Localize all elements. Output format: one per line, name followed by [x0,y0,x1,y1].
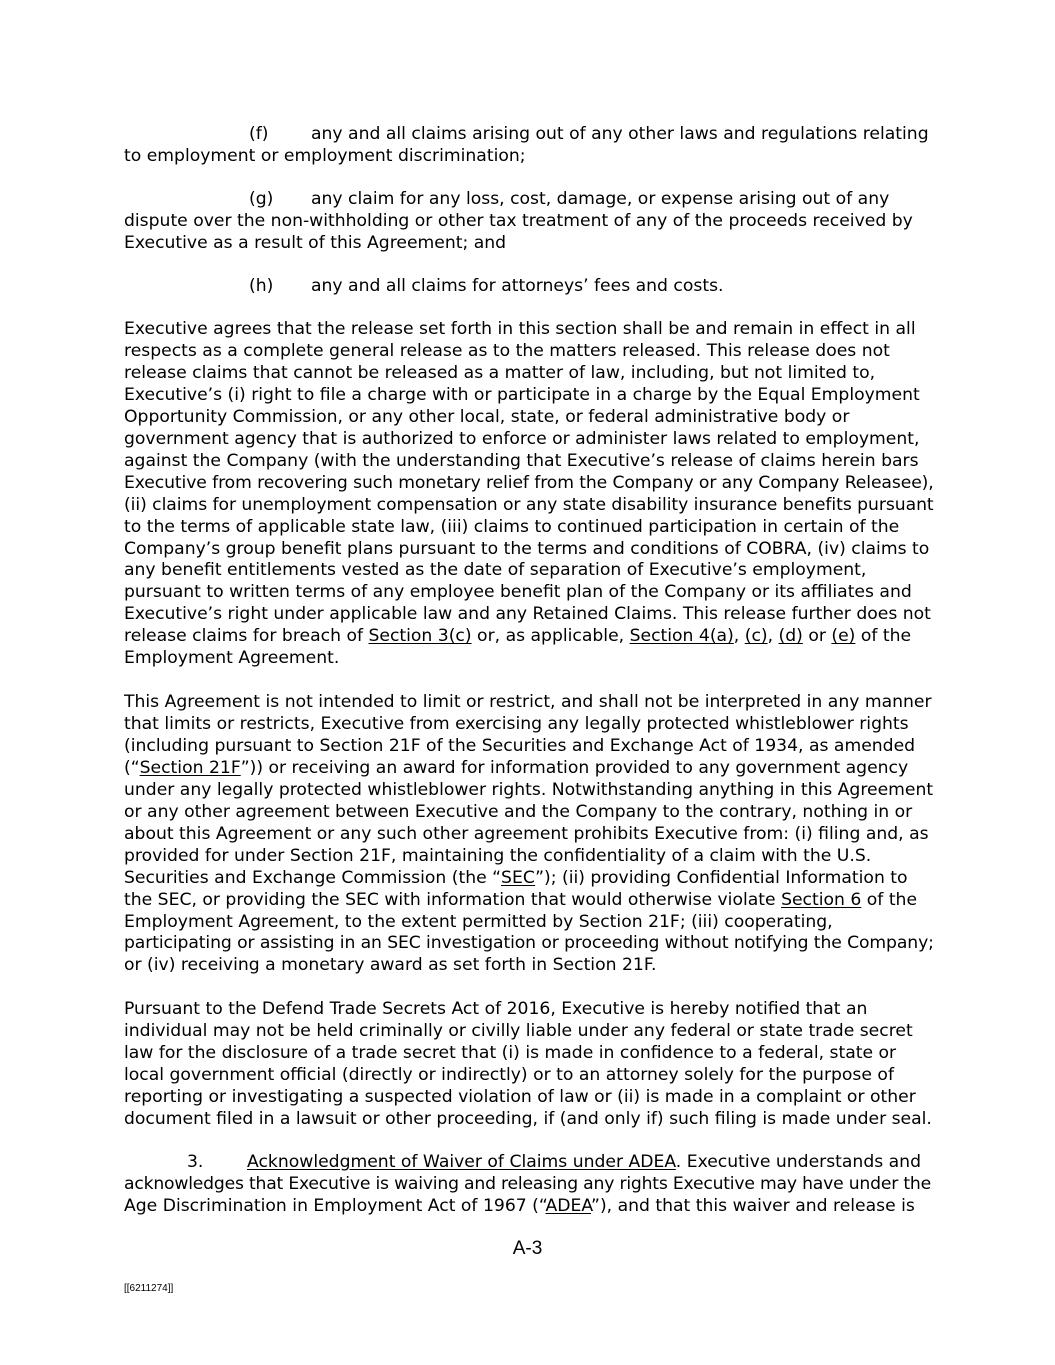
paragraph-line: Employment Agreement, to the extent permitted by Section 21F; (iii) cooperating, [124,911,833,932]
clause-f-line-1: (f) any and all claims arising out of any other laws and regulations relating [249,124,929,144]
paragraph-line: to the terms of applicable state law, (iii) claims to continued participation in certain of the [124,516,900,537]
paragraph-line: or (iv) receiving a monetary award as set forth in Section 21F. [124,955,657,976]
section-3-number: 3. [187,1152,204,1172]
paragraph-line: Securities and Exchange Commission (the “SEC”); (ii) providing Confidential Information to [124,867,908,888]
defined-term-section-21f: Section 21F [139,757,241,778]
section-4e-ref: (e) [831,626,856,647]
section-3 [124,1152,934,1218]
paragraph-line: (ii) claims for unemployment compensation or any state disability insurance benefits pursuant [124,494,934,515]
paragraph-line: law for the disclosure of a trade secret that (i) is made in confidence to a federal, state or [124,1042,897,1063]
paragraph-line: release claims that cannot be released as a matter of law, including, but not limited to, [124,362,876,383]
paragraph-line: Executive’s right under applicable law and any Retained Claims. This release further does not [124,604,931,625]
clause-h-line-1: (h) any and all claims for attorneys’ fees and costs. [249,276,724,296]
paragraph-line: Opportunity Commission, or any other local, state, or federal administrative body or [124,406,850,427]
paragraph-line: Company’s group benefit plans pursuant to the terms and conditions of COBRA, (iv) claims to [124,538,930,559]
paragraph-line: Executive agrees that the release set forth in this section shall be and remain in effect in all [124,319,916,339]
section-6-ref: Section 6 [781,889,862,910]
clause-h [124,276,934,298]
paragraph-line: individual may not be held criminally or civilly liable under any federal or state trade secret [124,1020,913,1041]
document-id: [[6211274]] [124,1283,174,1294]
section-3-heading: Acknowledgment of Waiver of Claims under ADEA [247,1152,676,1172]
clause-f-label: (f) [249,124,269,144]
section-4c-ref: (c) [744,626,768,647]
paragraph-line: respects as a complete general release as to the matters released. This release does not [124,340,890,361]
paragraph-line: against the Company (with the understanding that Executive’s release of claims herein bars [124,450,919,471]
section-3-heading-line: 3. Acknowledgment of Waiver of Claims under ADEA. Executive understands and [187,1152,921,1172]
paragraph-line: under any legally protected whistleblower rights. Notwithstanding anything in this Agreement [124,779,934,800]
clause-g-label: (g) [249,189,274,209]
paragraph-line: This Agreement is not intended to limit or restrict, and shall not be interpreted in any manner [124,692,932,712]
page-number: A-3 [512,1238,543,1259]
clause-f [124,124,934,168]
paragraph-line: reporting or investigating a suspected violation of law or (ii) is made in a complaint or other [124,1086,916,1107]
paragraph-line: release claims for breach of Section 3(c) or, as applicable, Section 4(a), (c), (d) or (e) of the [124,626,912,647]
release-paragraph [124,319,934,670]
paragraph-line: local government official (directly or indirectly) or to an attorney solely for the purpose of [124,1064,894,1085]
paragraph-line: Pursuant to the Defend Trade Secrets Act of 2016, Executive is hereby notified that an [124,999,868,1019]
paragraph-line: Executive from recovering such monetary relief from the Company or any Company Releasee), [124,472,934,493]
paragraph-line: pursuant to written terms of any employee benefit plan of the Company or its affiliates and [124,582,912,603]
section-4d-ref: (d) [778,626,803,647]
paragraph-line: provided for under Section 21F, maintaining the confidentiality of a claim with the U.S. [124,845,872,866]
paragraph-line: (“Section 21F”)) or receiving an award for information provided to any government agency [124,757,909,778]
clause-g [124,189,934,255]
paragraph-line: document filed in a lawsuit or other proceeding, if (and only if) such filing is made under seal. [124,1108,932,1129]
paragraph-line: Employment Agreement. [124,648,340,669]
paragraph-line: or any other agreement between Executive and the Company to the contrary, nothing in or [124,801,913,822]
paragraph-line: Executive’s (i) right to file a charge with or participate in a charge by the Equal Employment [124,384,920,405]
dtsa-paragraph [124,999,934,1131]
paragraph-line: participating or assisting in an SEC investigation or proceeding without notifying the Company; [124,933,934,954]
paragraph-line: the SEC, or providing the SEC with information that would otherwise violate Section 6 of the [124,889,918,910]
clause-g-line-1: (g) any claim for any loss, cost, damage, or expense arising out of any [249,189,890,209]
defined-term-sec: SEC [501,867,536,888]
clause-f-line-2: to employment or employment discrimination; [124,145,526,166]
clause-g-line-2: dispute over the non-withholding or other tax treatment of any of the proceeds received by [124,210,913,231]
section-3c-ref: Section 3(c) [368,626,472,647]
clause-g-line-3: Executive as a result of this Agreement; and [124,232,507,253]
paragraph-line: any benefit entitlements vested as the date of separation of Executive’s employment, [124,560,867,581]
paragraph-line: Age Discrimination in Employment Act of 1967 (“ADEA”), and that this waiver and release is [124,1195,915,1216]
paragraph-line: that limits or restricts, Executive from exercising any legally protected whistleblower rights [124,713,909,734]
paragraph-line: government agency that is authorized to enforce or administer laws related to employment, [124,428,920,449]
paragraph-line: acknowledges that Executive is waiving and releasing any rights Executive may have under the [124,1173,931,1194]
section-4a-ref: Section 4(a) [629,626,734,647]
clause-h-label: (h) [249,276,274,296]
whistleblower-paragraph [124,692,934,977]
paragraph-line: about this Agreement or any such other agreement prohibits Executive from: (i) filing and, as [124,823,929,844]
paragraph-line: (including pursuant to Section 21F of the Securities and Exchange Act of 1934, as amended [124,735,916,756]
defined-term-adea: ADEA [545,1195,592,1216]
